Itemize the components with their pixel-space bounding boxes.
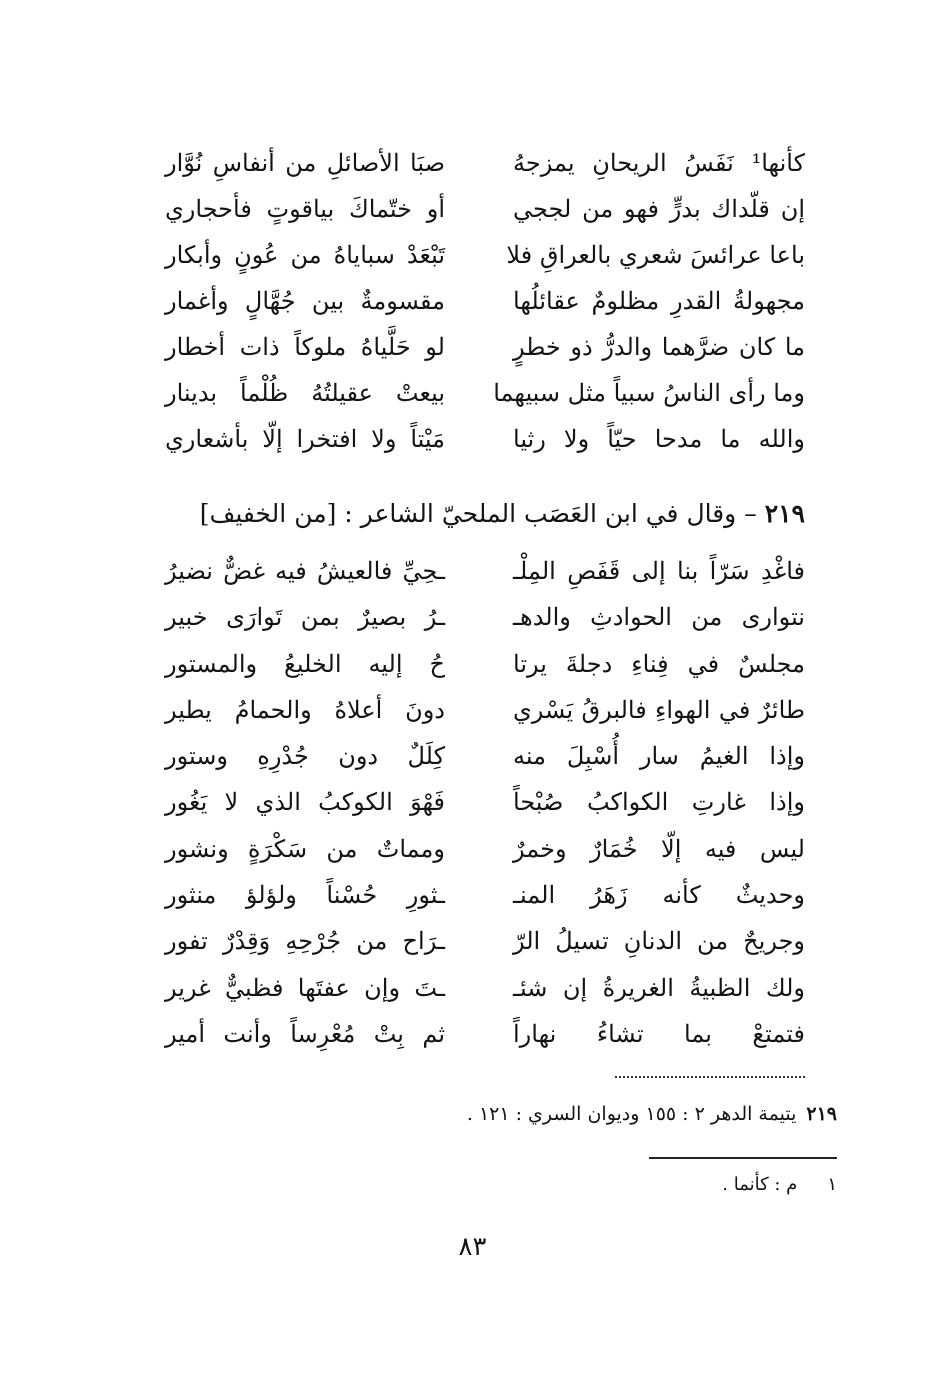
verse-second-hemistich: حُ إليه الخليعُ والمستور xyxy=(165,649,445,678)
verse-second-hemistich: أو ختّماكَ بياقوتٍ فأحجاري xyxy=(165,195,445,223)
poem-block-1 xyxy=(165,140,805,462)
verse-first-hemistich: وما رأى الناسُ سبياً مثل سبيهما xyxy=(493,379,805,407)
verse-second-hemistich: ومماتٌ من سَكْرَةٍ ونشور xyxy=(165,834,445,863)
verse-first-hemistich: كأنها¹ نَفَسُ الريحانِ يمزجهُ xyxy=(513,149,805,177)
page-number: ٨٣ xyxy=(458,1232,487,1262)
verse-second-hemistich: لو حَلَّياهُ ملوكاً ذات أخطار xyxy=(165,333,445,361)
verse-first-hemistich: وجريحٌ من الدنانِ تسيلُ الرّ xyxy=(513,927,805,956)
footnote-number: ١ xyxy=(827,1174,837,1195)
verse-first-hemistich: ما كان ضرَّهما والدرُّ ذو خطرٍ xyxy=(513,333,805,361)
verse-first-hemistich: مجهولةُ القدرِ مظلومٌ عقائلُها xyxy=(513,287,805,315)
verse-second-hemistich: دونَ أعلاهُ والحمامُ يطير xyxy=(165,695,445,724)
verse-line xyxy=(165,140,805,186)
verse-second-hemistich: ـرَاح من جُرْحِهِ وَقِدْرٌ تفور xyxy=(165,927,445,956)
verse-second-hemistich: ـحِيِّ فالعيشُ فيه غضٌّ نضيرُ xyxy=(165,557,445,585)
verse-line xyxy=(165,548,805,594)
verse-second-hemistich: تَبْعَدْ سباياهُ من عُونٍ وأبكار xyxy=(165,241,445,269)
verse-second-hemistich: فَهْوَ الكوكبُ الذي لا يَغُور xyxy=(165,788,445,817)
verse-line xyxy=(165,278,805,324)
verse-second-hemistich: مقسومةٌ بين جُهَّالٍ وأغمار xyxy=(165,287,445,315)
verse-second-hemistich: ـرُ بصيرٌ بمن تَوارَى خبير xyxy=(165,603,445,632)
verse-line xyxy=(165,918,805,964)
verse-line xyxy=(165,641,805,687)
verse-first-hemistich: باعا عرائسَ شعري بالعراقِ فلا xyxy=(506,241,805,269)
verse-first-hemistich: إن قلّداك بدرٍّ فهو من لججي xyxy=(513,195,805,223)
verse-first-hemistich: نتوارى من الحوادثِ والدهـ xyxy=(513,603,805,632)
verse-line xyxy=(165,416,805,462)
verse-line xyxy=(165,370,805,416)
verse-line xyxy=(165,687,805,733)
poem-number: ٢١٩ xyxy=(764,499,805,528)
verse-second-hemistich: صبَا الأصائلِ من أنفاسِ نُوَّار xyxy=(165,149,445,177)
verse-first-hemistich: وحديثٌ كأنه زَهَرُ المنـ xyxy=(513,881,805,910)
verse-first-hemistich: ولك الظبيةُ الغريرةُ إن شئـ xyxy=(513,973,805,1002)
verse-line xyxy=(165,965,805,1011)
footnote-separator xyxy=(649,1157,837,1159)
verse-line xyxy=(165,733,805,779)
verse-line xyxy=(165,232,805,278)
verse-second-hemistich: بيعتْ عقيلتُهُ ظُلْماً بدينار xyxy=(165,379,445,407)
verse-first-hemistich: وإذا الغيمُ سار أُسْبِلَ منه xyxy=(513,742,805,771)
verse-line xyxy=(165,1011,805,1057)
verse-first-hemistich: مجلسٌ في فِناءِ دجلةَ يرتا xyxy=(513,649,805,678)
source-note-number: ٢١٩ xyxy=(806,1103,837,1125)
verse-first-hemistich: وإذا غارتِ الكواكبُ صُبْحاً xyxy=(513,788,805,817)
verse-first-hemistich: فاغْدِ سَرّاً بنا إلى قَفَصِ المِلْـ xyxy=(513,557,805,585)
poem-heading-text: – وقال في ابن العَصَب الملحيّ الشاعر : [من الخفيف] xyxy=(199,499,757,528)
verse-line xyxy=(165,826,805,872)
verse-line xyxy=(165,872,805,918)
verse-line xyxy=(165,779,805,825)
dotted-separator xyxy=(615,1076,805,1078)
verse-second-hemistich: كِلَلٌ دون جُدْرِهِ وستور xyxy=(165,742,445,771)
verse-first-hemistich: فتمتعْ بما تشاءُ نهاراً xyxy=(513,1019,805,1048)
poem-block-2 xyxy=(165,548,805,1057)
verse-line xyxy=(165,186,805,232)
footnote xyxy=(722,1170,837,1200)
source-note xyxy=(467,1098,837,1130)
verse-line xyxy=(165,324,805,370)
verse-first-hemistich: طائرٌ في الهواءِ فالبرقُ يَسْري xyxy=(513,695,805,724)
source-note-text: يتيمة الدهر ٢ : ١٥٥ وديوان السري : ١٢١ . xyxy=(466,1103,797,1125)
verse-second-hemistich: ثم بِتْ مُعْرِساً وأنت أمير xyxy=(165,1019,445,1048)
verse-second-hemistich: ـتَ وإن عفتَها فظبيٌّ غرير xyxy=(165,973,445,1002)
verse-second-hemistich: مَيْتاً ولا افتخرا إلّا بأشعاري xyxy=(165,425,445,453)
verse-line xyxy=(165,594,805,640)
verse-second-hemistich: ـثورِ حُسْناً ولؤلؤ منثور xyxy=(165,881,445,910)
verse-first-hemistich: ليس فيه إلّا خُمَارٌ وخمرٌ xyxy=(513,834,805,863)
verse-first-hemistich: والله ما مدحا حيّاً ولا رثيا xyxy=(513,425,805,453)
poem-heading xyxy=(200,494,805,534)
footnote-text: م : كأنما . xyxy=(722,1174,798,1195)
